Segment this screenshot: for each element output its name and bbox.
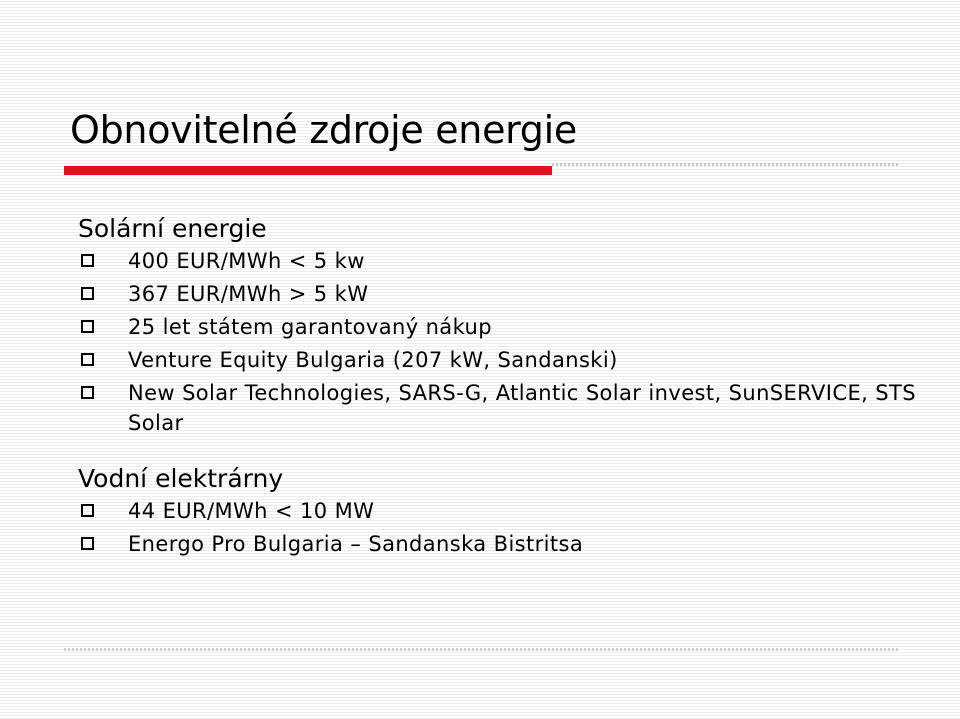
section-hydro (78, 462, 948, 560)
list-item-text: 400 EUR/MWh < 5 kw (128, 249, 365, 273)
title-underline (64, 163, 900, 177)
list-item-text: 367 EUR/MWh > 5 kW (128, 282, 369, 306)
slide-title: Obnovitelné zdroje energie (70, 108, 577, 152)
list-item (78, 246, 948, 277)
accent-bar (64, 166, 552, 175)
slide-content (78, 212, 948, 562)
hollow-square-bullet-icon (81, 353, 94, 366)
list-item (78, 279, 948, 310)
section-spacer (78, 440, 948, 462)
hollow-square-bullet-icon (81, 254, 94, 267)
hydro-list (78, 496, 948, 560)
list-item (78, 312, 948, 343)
list-item (78, 529, 948, 560)
list-item-text: Venture Equity Bulgaria (207 kW, Sandanski) (128, 348, 618, 372)
hollow-square-bullet-icon (81, 320, 94, 333)
list-item-text: 44 EUR/MWh < 10 MW (128, 499, 375, 523)
list-item (78, 345, 948, 376)
section-heading-solar: Solární energie (78, 214, 267, 243)
hollow-square-bullet-icon (81, 287, 94, 300)
list-item (78, 378, 948, 438)
section-heading-hydro: Vodní elektrárny (78, 464, 284, 493)
list-item (78, 496, 948, 527)
footer-rule (64, 648, 900, 651)
hollow-square-bullet-icon (81, 386, 94, 399)
hollow-square-bullet-icon (81, 504, 94, 517)
hollow-square-bullet-icon (81, 537, 94, 550)
section-solar (78, 212, 948, 438)
list-item-text: Energo Pro Bulgaria – Sandanska Bistritsa (128, 532, 584, 556)
solar-list (78, 246, 948, 438)
list-item-text: New Solar Technologies, SARS-G, Atlantic Solar invest, SunSERVICE, STS Solar (128, 381, 916, 435)
dotted-rule (552, 163, 900, 166)
list-item-text: 25 let státem garantovaný nákup (128, 315, 492, 339)
